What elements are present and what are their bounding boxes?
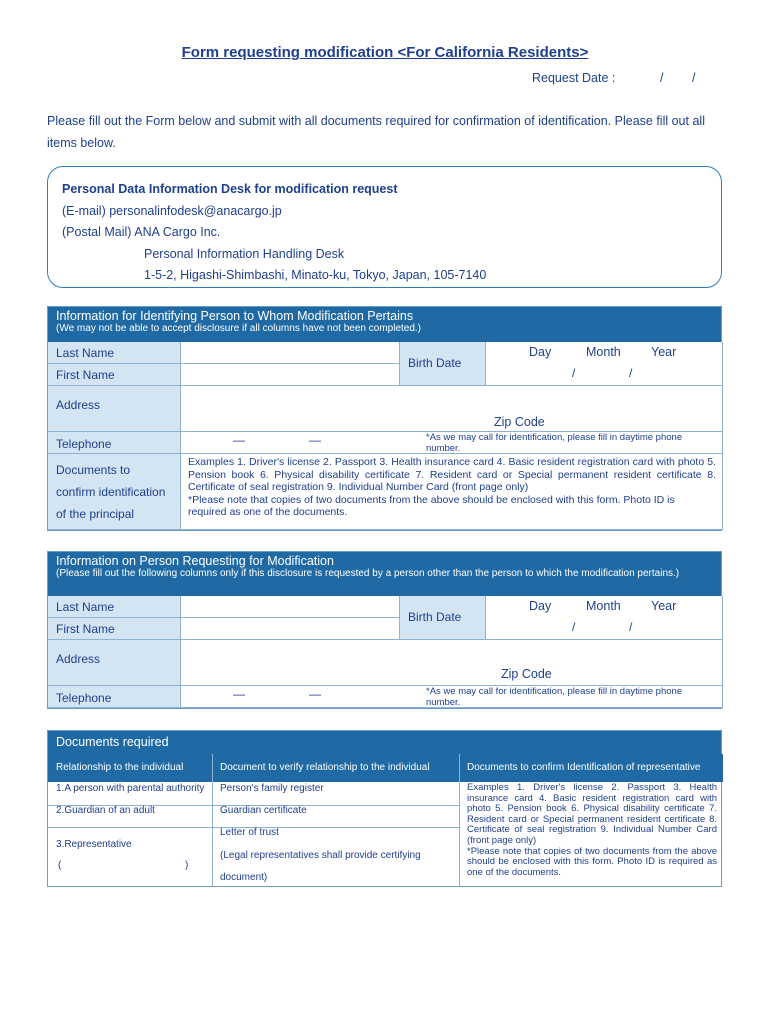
- relationship-cell: 2.Guardian of an adult: [56, 805, 155, 816]
- col-header: Relationship to the individual: [56, 762, 184, 773]
- zip-label: Zip Code: [501, 667, 552, 681]
- divider: [459, 754, 460, 887]
- birth-date-field[interactable]: [486, 342, 723, 386]
- document-cell: Person's family register: [220, 783, 324, 794]
- representative-note: *Please note that copies of two documents from the above should be enclosed with this form. Photo ID is required as one of the documents.: [467, 845, 717, 878]
- last-name-field[interactable]: [181, 342, 400, 364]
- date-sep: /: [572, 620, 576, 634]
- representative-docs: [467, 783, 717, 878]
- id-docs-label-line: of the principal: [56, 507, 135, 521]
- year-label: Year: [651, 345, 677, 359]
- form-title: Form requesting modification <For California Residents>: [181, 44, 589, 61]
- address-label: Address: [48, 386, 181, 432]
- request-date-label: Request Date :: [532, 71, 616, 85]
- day-label: Day: [529, 599, 552, 613]
- section-header: [48, 307, 721, 342]
- documents-title: Documents required: [56, 735, 169, 749]
- phone-dash: —: [309, 433, 321, 447]
- documents-required: [47, 730, 722, 887]
- address-label: Address: [48, 640, 181, 686]
- id-docs-examples: Examples 1. Driver's license 2. Passport 3. Health insurance card 4. Basic resident registration card with photo 5. Pension book 6. Physical disability certificate 7. Resident card or Special permanent resident certificate 8. Certificate of seal registration 9. Individual Number Card (front page only): [188, 456, 716, 493]
- phone-dash: —: [309, 687, 321, 701]
- birth-date-field[interactable]: [486, 596, 723, 640]
- section-title: Information on Person Requesting for Modification: [56, 554, 334, 568]
- month-label: Month: [586, 345, 621, 359]
- section-principal: [47, 306, 722, 531]
- desk-dept: Personal Information Handling Desk: [144, 246, 345, 261]
- telephone-label: Telephone: [48, 432, 181, 454]
- birth-date-label: Birth Date: [400, 342, 486, 386]
- date-sep: /: [629, 620, 633, 634]
- legal-note: (Legal representatives shall provide certifying: [220, 850, 421, 861]
- request-date-sep: /: [692, 71, 696, 85]
- legal-note: document): [220, 872, 268, 883]
- date-sep: /: [572, 366, 576, 380]
- documents-col-headers: [48, 754, 723, 782]
- telephone-label: Telephone: [48, 686, 181, 708]
- birth-date-label: Birth Date: [400, 596, 486, 640]
- address-field[interactable]: [181, 386, 723, 432]
- telephone-field[interactable]: [181, 432, 723, 454]
- date-sep: /: [629, 366, 633, 380]
- document-cell: Guardian certificate: [220, 805, 307, 816]
- divider: [212, 754, 213, 887]
- phone-note: *As we may call for identification, please fill in daytime phone number.: [426, 432, 683, 454]
- section-requester: [47, 551, 722, 709]
- phone-dash: —: [233, 433, 245, 447]
- first-name-field[interactable]: [181, 364, 400, 386]
- desk-address: 1-5-2, Higashi-Shimbashi, Minato-ku, Tokyo, Japan, 105-7140: [144, 268, 487, 282]
- last-name-label: Last Name: [48, 342, 181, 364]
- desk-email: (E-mail) personalinfodesk@anacargo.jp: [62, 203, 282, 218]
- desk-heading: Personal Data Information Desk for modification request: [62, 182, 398, 196]
- section-subtitle: (Please fill out the following columns only if this disclosure is requested by a person other than the person to which the modification pertains.): [56, 568, 680, 579]
- last-name-label: Last Name: [48, 596, 181, 618]
- day-label: Day: [529, 345, 552, 359]
- relationship-cell: 3.Representative: [56, 839, 132, 850]
- desk-box: [47, 166, 722, 288]
- zip-label: Zip Code: [494, 415, 545, 429]
- phone-note: *As we may call for identification, please fill in daytime phone number.: [426, 686, 683, 708]
- first-name-label: First Name: [48, 364, 181, 386]
- id-docs-label: [48, 454, 181, 530]
- relationship-cell: 1.A person with parental authority: [56, 783, 205, 794]
- first-name-label: First Name: [48, 618, 181, 640]
- representative-examples: Examples 1. Driver's license 2. Passport 3. Health insurance card 4. Basic resident registration card with photo 5. Pension book 6. Physical disability certificate 7. Resident card or Special permanent resident certificate 8. Certificate of seal registration 9. Individual Number Card (front page only): [467, 782, 717, 846]
- year-label: Year: [651, 599, 677, 613]
- id-docs-text: [181, 454, 723, 530]
- last-name-field[interactable]: [181, 596, 400, 618]
- section-header: [48, 552, 721, 596]
- phone-dash: —: [233, 687, 245, 701]
- id-docs-label-line: Documents to: [56, 463, 131, 477]
- first-name-field[interactable]: [181, 618, 400, 640]
- address-field[interactable]: [181, 640, 723, 686]
- id-docs-label-line: confirm identification: [56, 485, 166, 499]
- section-title: Information for Identifying Person to Whom Modification Pertains: [56, 309, 414, 323]
- id-docs-note: *Please note that copies of two documents from the above should be enclosed with this form. Photo ID is required as one of the documents.: [188, 493, 675, 518]
- request-date-sep: /: [660, 71, 664, 85]
- col-header: Documents to confirm Identification of representative: [467, 762, 701, 773]
- intro-text: Please fill out the Form below and submit with all documents required for confirmation of identification. Please fill out all items below.: [47, 114, 705, 150]
- col-header: Document to verify relationship to the individual: [220, 762, 430, 773]
- telephone-field[interactable]: [181, 686, 723, 708]
- paren-open: (: [58, 860, 62, 871]
- section-subtitle: (We may not be able to accept disclosure if all columns have not been completed.): [56, 323, 422, 334]
- documents-header: [48, 731, 721, 754]
- document-cell: Letter of trust: [220, 827, 279, 838]
- request-date[interactable]: [532, 71, 696, 85]
- month-label: Month: [586, 599, 621, 613]
- desk-postal: (Postal Mail) ANA Cargo Inc.: [62, 225, 221, 239]
- paren-close: ): [185, 860, 189, 871]
